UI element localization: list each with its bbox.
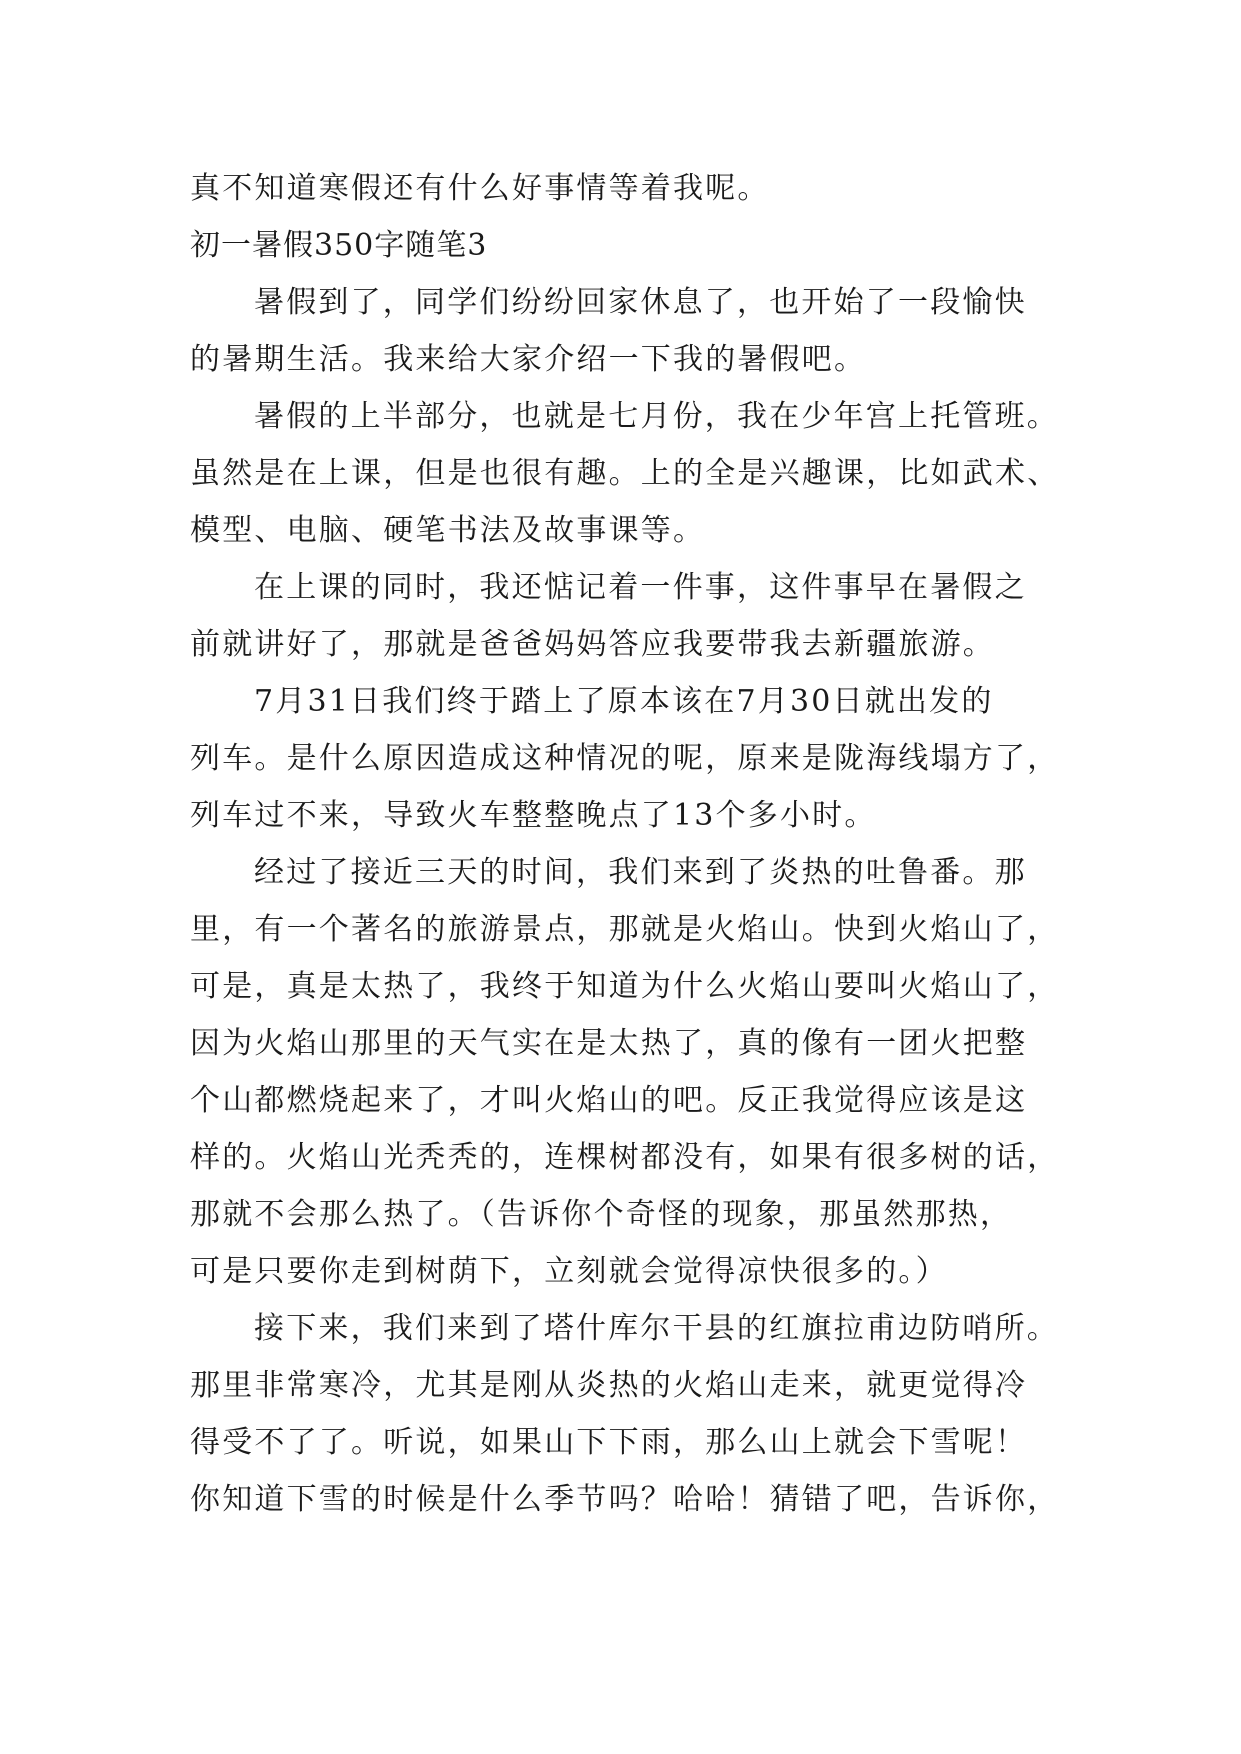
text-line: 暑假到了，同学们纷纷回家休息了，也开始了一段愉快 (254, 285, 1027, 320)
text-line: 里，有一个著名的旅游景点，那就是火焰山。快到火焰山了， (190, 912, 1060, 947)
text-line: 列车过不来，导致火车整整晚点了13个多小时。 (190, 798, 877, 833)
text-line: 你知道下雪的时候是什么季节吗？哈哈！猜错了吧，告诉你， (190, 1482, 1060, 1517)
text-line: 模型、电脑、硬笔书法及故事课等。 (190, 513, 706, 548)
text-line: 那就不会那么热了。（告诉你个奇怪的现象，那虽然那热， (190, 1197, 1013, 1232)
text-line: 列车。是什么原因造成这种情况的呢，原来是陇海线塌方了， (190, 741, 1060, 776)
text-line: 经过了接近三天的时间，我们来到了炎热的吐鲁番。那 (254, 855, 1027, 890)
section-title: 初一暑假350字随笔3 (190, 228, 488, 263)
text-line: 真不知道寒假还有什么好事情等着我呢。 (190, 171, 770, 206)
text-line: 可是，真是太热了，我终于知道为什么火焰山要叫火焰山了， (190, 969, 1060, 1004)
text-line: 7月31日我们终于踏上了原本该在7月30日就出发的 (254, 684, 994, 719)
text-line: 那里非常寒冷，尤其是刚从炎热的火焰山走来，就更觉得冷 (190, 1368, 1028, 1403)
text-line: 个山都燃烧起来了，才叫火焰山的吧。反正我觉得应该是这 (190, 1083, 1028, 1118)
text-line: 得受不了了。听说，如果山下下雨，那么山上就会下雪呢！ (190, 1425, 1028, 1460)
text-line: 可是只要你走到树荫下，立刻就会觉得凉快很多的。） (190, 1254, 948, 1289)
text-line: 在上课的同时，我还惦记着一件事，这件事早在暑假之 (254, 570, 1027, 605)
text-line: 暑假的上半部分，也就是七月份，我在少年宫上托管班。 (254, 399, 1059, 434)
text-line: 接下来，我们来到了塔什库尔干县的红旗拉甫边防哨所。 (254, 1311, 1059, 1346)
text-line: 样的。火焰山光秃秃的，连棵树都没有，如果有很多树的话， (190, 1140, 1060, 1175)
text-line: 因为火焰山那里的天气实在是太热了，真的像有一团火把整 (190, 1026, 1028, 1061)
text-line: 前就讲好了，那就是爸爸妈妈答应我要带我去新疆旅游。 (190, 627, 995, 662)
document-body (190, 160, 1060, 1528)
text-line: 的暑期生活。我来给大家介绍一下我的暑假吧。 (190, 342, 867, 377)
text-line: 虽然是在上课，但是也很有趣。上的全是兴趣课，比如武术、 (190, 456, 1060, 491)
